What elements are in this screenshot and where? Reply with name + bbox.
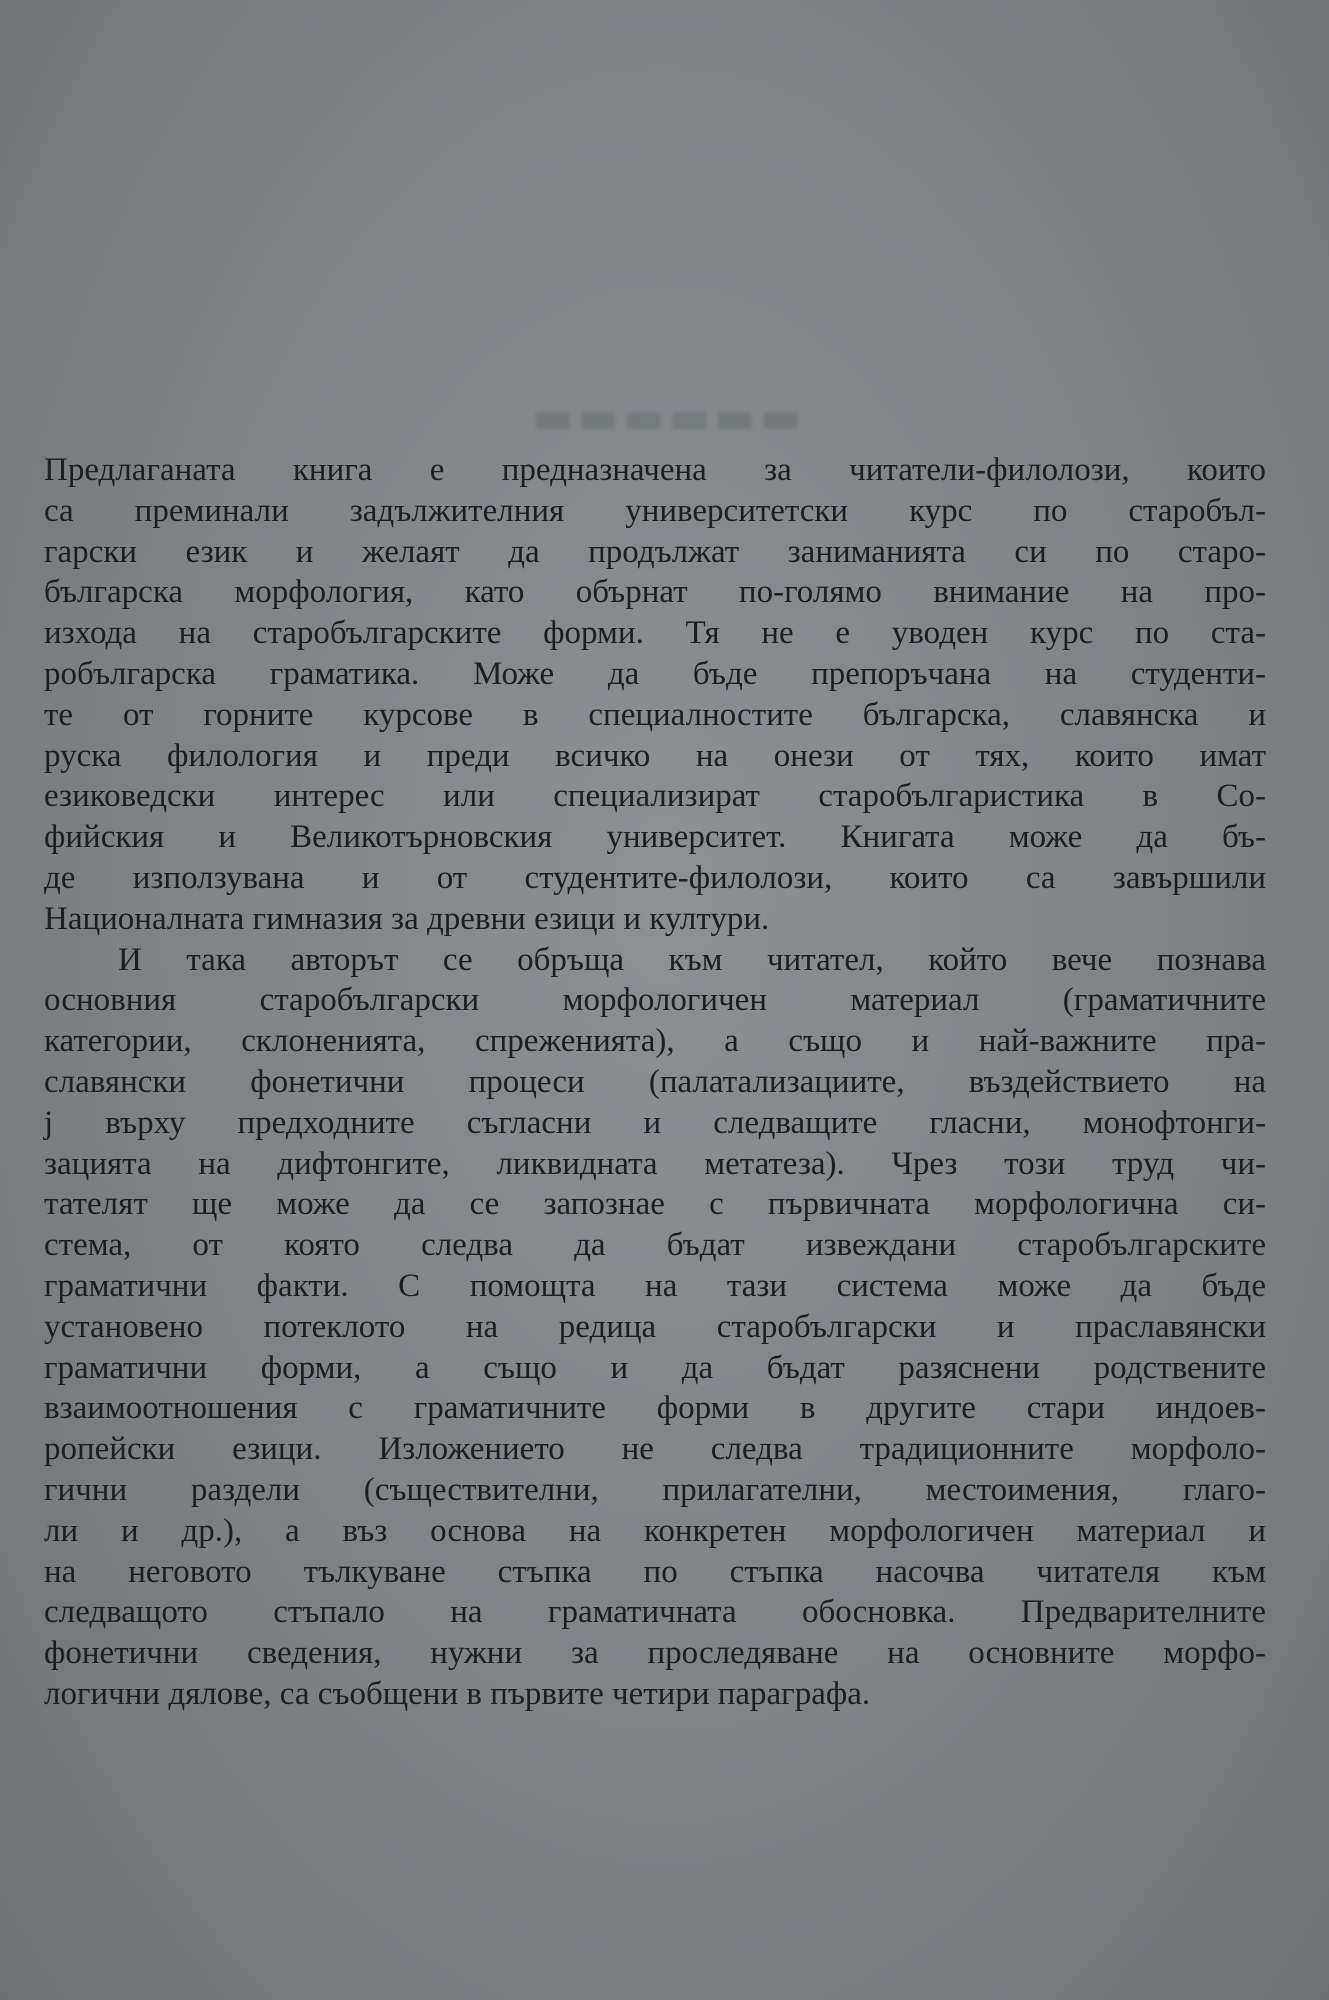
text-line: българска морфология, като обърнат по-голямо внимание на про- bbox=[44, 574, 1266, 611]
text-line: установено потеклото на редица старобългарски и праславянски bbox=[44, 1308, 1266, 1345]
text-line: стема, от която следва да бъдат извеждани старобългарските bbox=[44, 1227, 1266, 1264]
text-line: ли и др.), а въз основа на конкретен морфологичен материал и bbox=[44, 1512, 1266, 1549]
text-line: Националната гимназия за древни езици и култури. bbox=[44, 900, 770, 937]
body-text bbox=[44, 450, 1266, 1715]
text-line: j върху предходните съгласни и следващите гласни, монофтонги- bbox=[44, 1104, 1266, 1141]
paragraph bbox=[44, 940, 1266, 1715]
text-line: ропейски езици. Изложението не следва традиционните морфоло- bbox=[44, 1431, 1266, 1468]
text-line: И така авторът се обръща към читател, който вече познава bbox=[118, 941, 1266, 978]
text-line: граматични факти. С помощта на тази система може да бъде bbox=[44, 1267, 1266, 1304]
paragraphs bbox=[44, 450, 1266, 1715]
text-line: фийския и Великотърновския университет. Книгата може да бъ- bbox=[44, 819, 1266, 856]
text-line: робългарска граматика. Може да бъде препоръчана на студенти- bbox=[44, 655, 1266, 692]
text-line: са преминали задължителния университетски курс по старобъл- bbox=[44, 492, 1266, 529]
text-line: фонетични сведения, нужни за проследяване на основните морфо- bbox=[44, 1635, 1266, 1672]
text-line: де използувана и от студентите-филолози, които са завършили bbox=[44, 859, 1266, 896]
show-through-heading: ▬▬▬▬▬▬ bbox=[527, 392, 802, 443]
text-line: тателят ще може да се запознае с първичната морфологична си- bbox=[44, 1186, 1266, 1223]
text-line: езиковедски интерес или специализират старобългаристика в Со- bbox=[44, 778, 1266, 815]
paragraph bbox=[44, 450, 1266, 940]
text-line: гарски език и желаят да продължат заниманията си по старо- bbox=[44, 533, 1266, 570]
text-line: руска филология и преди всичко на онези от тях, които имат bbox=[44, 737, 1266, 774]
text-line: категории, склоненията, спреженията), а също и най-важните пра- bbox=[44, 1023, 1266, 1060]
text-line: основния старобългарски морфологичен материал (граматичните bbox=[44, 982, 1266, 1019]
text-line: славянски фонетични процеси (палатализациите, въздействието на bbox=[44, 1063, 1266, 1100]
text-line: на неговото тълкуване стъпка по стъпка насочва читателя към bbox=[44, 1553, 1266, 1590]
text-line: зацията на дифтонгите, ликвидната метатеза). Чрез този труд чи- bbox=[44, 1145, 1266, 1182]
text-line: граматични форми, а също и да бъдат разяснени родствените bbox=[44, 1349, 1266, 1386]
text-line: изхода на старобългарските форми. Тя не е уводен курс по ста- bbox=[44, 615, 1266, 652]
text-line: следващото стъпало на граматичната обосновка. Предварителните bbox=[44, 1594, 1266, 1631]
text-line: логични дялове, са съобщени в първите четири параграфа. bbox=[44, 1675, 871, 1712]
text-line: взаимоотношения с граматичните форми в другите стари индоев- bbox=[44, 1390, 1266, 1427]
text-line: гични раздели (съществителни, прилагателни, местоимения, глаго- bbox=[44, 1471, 1266, 1508]
text-line: Предлаганата книга е предназначена за читатели-филолози, които bbox=[44, 452, 1266, 488]
text-line: те от горните курсове в специалностите българска, славянска и bbox=[44, 696, 1266, 733]
